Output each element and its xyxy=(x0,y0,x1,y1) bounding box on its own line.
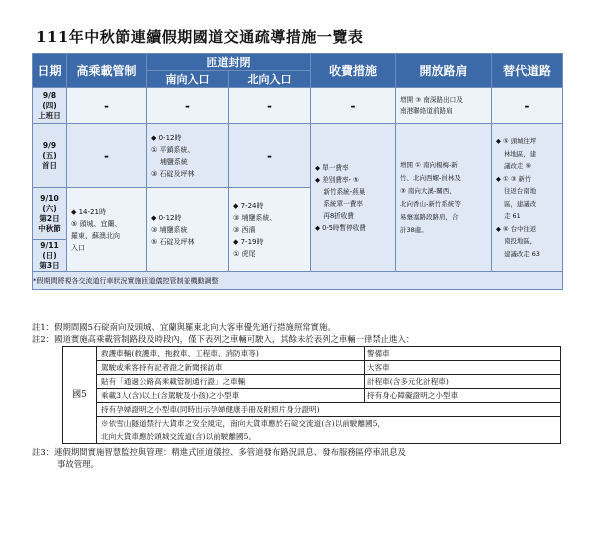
cell-dash: - xyxy=(229,88,311,124)
vehicle-row: 救護車輛(救護車、拖救車、工程車、消防車等) xyxy=(97,347,365,361)
vehicle-row: 警備車 xyxy=(365,347,561,361)
vehicle-row: 貼有「通過公路高乘載管制通行證」之車輛 xyxy=(97,375,365,389)
text-line: 南投地區， xyxy=(496,237,537,245)
text-line: ◆ 差別費率- ⑤ xyxy=(315,175,359,184)
page-title: 111年中秋節連續假期國道交通疏導措施一覽表 xyxy=(36,28,364,46)
text-line: ① 平鎮系統、 xyxy=(151,145,195,154)
cell-dash: - xyxy=(67,88,147,124)
note-1: 註1：假期間國5石碇南向及頭城、宜蘭與羅東北向大客車優先通行措施照常實施。 xyxy=(32,322,336,332)
header-north: 北向入口 xyxy=(229,71,311,88)
header-alt-route: 替代道路 xyxy=(492,54,563,88)
text-line: ◆ ① ③ 新竹 xyxy=(496,174,532,183)
header-date: 日期 xyxy=(33,54,67,88)
text-line: ③ 西濱 xyxy=(233,225,256,234)
text-line: ◆ 0-12時 xyxy=(151,133,182,142)
text-line: ◆ 14-21時 xyxy=(71,207,106,216)
toll-measures xyxy=(311,124,396,272)
text-line: 埔鹽系統 xyxy=(151,157,188,166)
note-3: 註3：連假期間實施智慧監控與管理：精進式匝道儀控、多管道發布路況訊息、發布服務區停車訊息及 xyxy=(32,447,406,457)
text-line: 再8折收費 xyxy=(315,211,354,220)
header-ramp-closure: 匝道封閉 xyxy=(147,54,311,71)
text-line: ③ 石碇及坪林 xyxy=(151,169,195,178)
north-9-10-9-11 xyxy=(229,188,311,272)
text-line: 入口 xyxy=(71,243,85,252)
text-line: 易壅塞路段路肩，合 xyxy=(400,212,459,221)
text-line: ① 虎尾 xyxy=(233,249,256,258)
cell-dash: - xyxy=(147,88,229,124)
cell-dash: - xyxy=(67,124,147,188)
text-line: 羅東、蘇澳北向 xyxy=(71,231,120,240)
note-2: 註2：國道實施高乘載管制路段及時段內，僅下表列之車輛可駛入，其餘未於表列之車輛一律禁止進入： xyxy=(32,334,415,344)
hov-9-10-9-11 xyxy=(67,188,147,272)
traffic-measures-table xyxy=(32,53,562,290)
text-line: 新竹系統-燕巢 xyxy=(315,187,366,196)
south-9-9 xyxy=(147,124,229,188)
text-line: ◆ 7-24時 xyxy=(233,201,264,210)
text-line: 北向香山-新竹系統等 xyxy=(400,199,461,208)
header-south: 南向入口 xyxy=(147,71,229,88)
south-9-10-9-11 xyxy=(147,188,229,272)
cell-dash: - xyxy=(492,88,563,124)
date-9-8: 9/8 (四) 上班日 xyxy=(33,88,67,124)
text-line: ◆ 0-5時暫停收費 xyxy=(315,223,366,232)
vehicle-row: 持有孕婦證明之小型車(同時出示孕婦健康手冊及附照片身分證明) xyxy=(97,403,561,417)
text-line: ③ 埔鹽系統、 xyxy=(233,213,277,222)
text-line: 林地區，建 xyxy=(496,149,537,158)
text-line: ◆ ⑥ 台中往返 xyxy=(496,224,537,233)
table-footnote: *假期間將視各交流道行車狀況實施匝道儀控管制並機動調整 xyxy=(33,272,563,290)
text-line: ③ 南向大溪-關西、 xyxy=(400,186,456,195)
note-3-cont: 事故管理。 xyxy=(57,459,99,469)
header-toll: 收費措施 xyxy=(311,54,396,88)
text-line: 系統單一費率 xyxy=(315,199,363,208)
truck-rule: 北向大貨車應於頭城交流道(含)以前駛離國5。 xyxy=(97,430,561,444)
header-shoulder: 開放路肩 xyxy=(396,54,492,88)
text-line: 議改走 ⑨ xyxy=(496,162,532,170)
cell-dash: - xyxy=(311,88,396,124)
header-hov: 高乘載管制 xyxy=(67,54,147,88)
text-line: 計38處。 xyxy=(400,225,428,234)
date-9-11: 9/11 (日) 第3日 xyxy=(33,240,67,272)
vehicle-row: 駕駛或乘客持有記者證之新聞採訪車 xyxy=(97,361,365,375)
text-line: ◆ 0-12時 xyxy=(151,213,182,222)
text-line: ◆ 單一費率 xyxy=(315,163,349,172)
vehicle-row: 乘載3人(含)以上(含駕駛及小孩)之小型車 xyxy=(97,389,365,403)
vehicle-row: 大客車 xyxy=(365,361,561,375)
date-9-10: 9/10 (六) 第2日 中秋節 xyxy=(33,188,67,240)
text-line: 往返台南地 xyxy=(496,187,537,195)
text-line: 區，建議改 xyxy=(496,199,537,208)
text-line: 增開 ① 南向楊梅-新 xyxy=(400,160,458,169)
text-line: ③ 埔鹽系統 xyxy=(151,225,188,234)
text-line: ⑤ 石碇及坪林 xyxy=(151,237,195,246)
freeway-label: 國5 xyxy=(63,347,97,444)
alt-routes xyxy=(492,124,563,272)
cell-dash: - xyxy=(229,124,311,188)
hov-vehicle-table xyxy=(62,346,561,444)
date-9-9: 9/9 (五) 首日 xyxy=(33,124,67,188)
vehicle-row: 持有身心障礙證明之小型車 xyxy=(365,389,561,403)
shoulder-measures xyxy=(396,124,492,272)
text-line: ◆ 7-19時 xyxy=(233,237,264,246)
text-line: 建議改走 63 xyxy=(496,249,540,258)
vehicle-row: 計程車(含多元化計程車) xyxy=(365,375,561,389)
text-line: ◆ ⑤ 頭城往坪 xyxy=(496,137,537,145)
shoulder-9-8: 增開 ③ 南深路出口及 南港聯絡道前路肩 xyxy=(396,88,492,124)
text-line: 走 61 xyxy=(496,212,521,220)
text-line: 竹、北向西螺-員林及 xyxy=(400,173,461,182)
text-line: ⑤ 頭城、宜蘭、 xyxy=(71,219,122,228)
truck-rule: ※依雪山隧道禁行大貨車之安全規定，南向大貨車應於石碇交流道(含)以前駛離國5， xyxy=(97,417,561,431)
